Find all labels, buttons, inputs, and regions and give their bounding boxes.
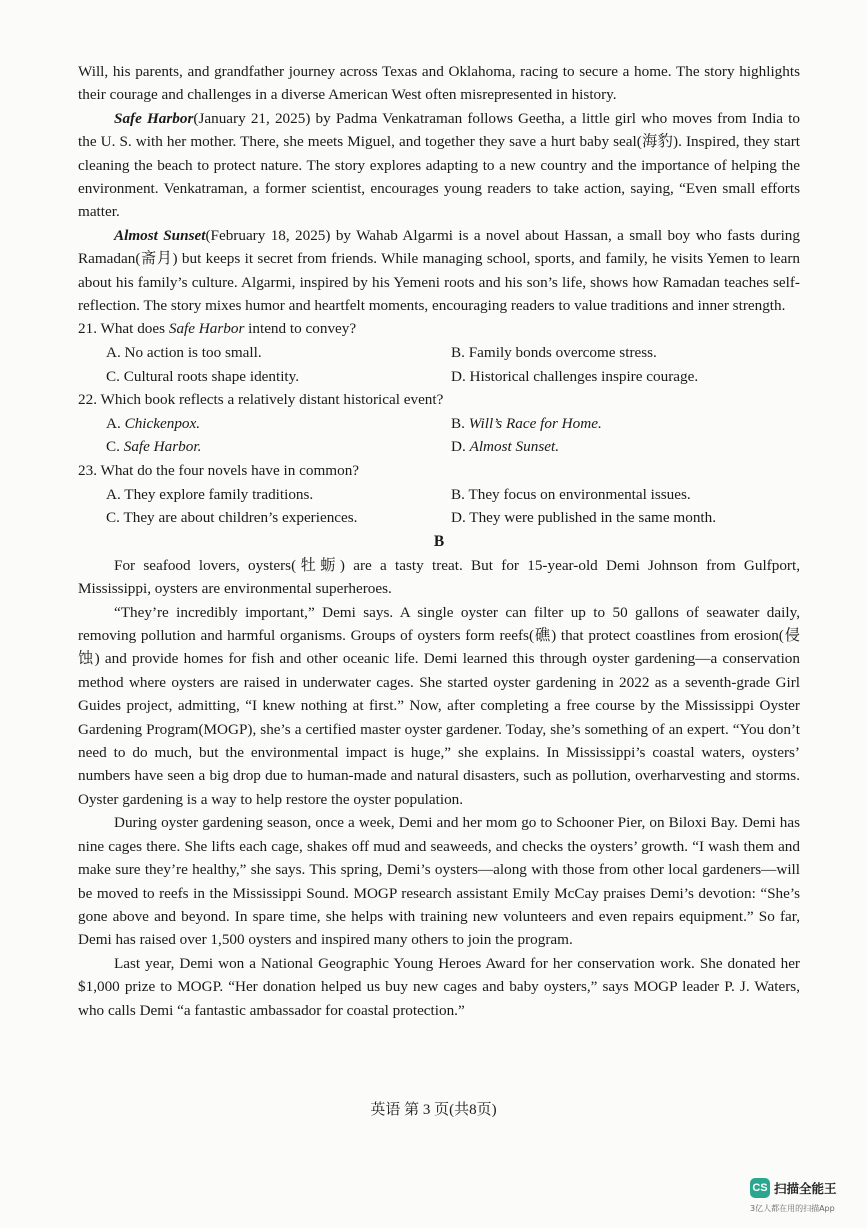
scanner-name: 扫描全能王 bbox=[774, 1181, 837, 1196]
option-text: Chickenpox. bbox=[124, 414, 201, 432]
option-text: Will’s Race for Home. bbox=[468, 414, 602, 432]
option-d[interactable]: D. Historical challenges inspire courage. bbox=[451, 367, 699, 385]
option-letter: D. bbox=[451, 438, 470, 456]
scanner-tagline: 3亿人都在用的扫描App bbox=[750, 1204, 835, 1213]
option-b[interactable] bbox=[451, 412, 828, 436]
option-c[interactable]: C. They are about children’s experiences. bbox=[106, 509, 358, 527]
stem-prefix: 21. What does bbox=[78, 320, 169, 338]
option-a[interactable] bbox=[106, 412, 451, 436]
options bbox=[78, 412, 800, 459]
option-letter: C. bbox=[106, 438, 124, 456]
question-stem: 23. What do the four novels have in common? bbox=[78, 462, 360, 480]
option-letter: B. bbox=[451, 414, 469, 432]
almost-sunset-paragraph bbox=[78, 224, 800, 318]
question-23 bbox=[78, 459, 800, 530]
passage-a-continuation: Will, his parents, and grandfather journey across Texas and Oklahoma, racing to secure a home. The story highlights their courage and challenges in a diverse American West often misrepresented in history. bbox=[78, 63, 800, 104]
option-c[interactable] bbox=[106, 435, 451, 459]
camscanner-logo-icon: CS bbox=[750, 1178, 770, 1198]
option-text: Almost Sunset. bbox=[469, 438, 559, 456]
safe-harbor-paragraph bbox=[78, 107, 800, 224]
option-b[interactable]: B. They focus on environmental issues. bbox=[451, 485, 691, 503]
section-b-paragraph: During oyster gardening season, once a week, Demi and her mom go to Schooner Pier, on Biloxi Bay. Demi has nine cages there. She lifts each cage, shakes off mud and seaweeds, and checks the oysters’ growth. “I wash them and make sure they’re healthy,” she says. This spring, Demi’s oysters—along with those from other local gardeners—will be moved to reefs in the Mississippi Sound. MOGP research assistant Emily McCay praises Demi’s devotion: “She’s gone above and beyond. In spare time, she helps with training new volunteers and even repairs equipment.” So far, Demi has raised over 1,500 oysters and inspired many others to join the program. bbox=[78, 814, 800, 949]
section-b-paragraph: Last year, Demi won a National Geographic Young Heroes Award for her conservation work. She donated her $1,000 prize to MOGP. “Her donation helped us buy new cages and baby oysters,” says MOGP leader P. J. Waters, who calls Demi “a fantastic ambassador for coastal protection.” bbox=[78, 954, 800, 1019]
option-d[interactable] bbox=[451, 435, 828, 459]
scanner-watermark bbox=[750, 1178, 837, 1198]
option-a[interactable]: A. They explore family traditions. bbox=[106, 485, 314, 503]
option-text: Safe Harbor. bbox=[123, 438, 202, 456]
question-stem: 22. Which book reflects a relatively distant historical event? bbox=[78, 391, 444, 409]
safe-harbor-text: (January 21, 2025) by Padma Venkatraman follows Geetha, a little girl who moves from India to the U. S. with her mother. There, she meets Miguel, and together they save a hurt baby seal(海豹). Inspired, they start cleaning the beach to protect nature. The story explores adapting to a new country and the importance of helping the environment. Venkatraman, a former scientist, encourages young readers to take action, saying, “Even small efforts matter. bbox=[78, 109, 800, 221]
option-a[interactable]: A. No action is too small. bbox=[106, 344, 262, 362]
section-b-paragraph: For seafood lovers, oysters(牡蛎) are a tasty treat. But for 15-year-old Demi Johnson from Gulfport, Mississippi, oysters are environmental superheroes. bbox=[78, 556, 800, 598]
stem-suffix: intend to convey? bbox=[244, 320, 357, 338]
option-c[interactable]: C. Cultural roots shape identity. bbox=[106, 367, 300, 385]
option-d[interactable]: D. They were published in the same month. bbox=[451, 509, 717, 527]
page-footer: 英语 第 3 页(共8页) bbox=[370, 1102, 497, 1118]
stem-italic: Safe Harbor bbox=[168, 320, 245, 338]
option-letter: A. bbox=[106, 414, 125, 432]
page-body bbox=[78, 60, 800, 1022]
section-heading: B bbox=[433, 532, 445, 550]
safe-harbor-title: Safe Harbor bbox=[114, 109, 194, 127]
question-21 bbox=[78, 317, 800, 388]
section-b-paragraph: “They’re incredibly important,” Demi says. A single oyster can filter up to 50 gallons of seawater daily, removing pollution and harmful organisms. Groups of oysters form reefs(礁) that protect coastlines from erosion(侵蚀) and provide homes for fish and other oceanic life. Demi learned this through oyster gardening—a conservation method where oysters are raised in underwater cages. She started oyster gardening in 2022 as a seventh-grade Girl Guides project, admitting, “I knew nothing at first.” Now, after completing a free course by the Mississippi Oyster Gardening Program(MOGP), she’s a certified master oyster gardener. Today, she’s something of an expert. “You don’t need to do much, but the environmental impact is huge,” she explains. In Mississippi’s coastal waters, oysters’ numbers have seen a big drop due to human-made and natural disasters, such as pollution, overharvesting and storms. Oyster gardening is a way to help restore the oyster population. bbox=[78, 603, 800, 808]
options bbox=[78, 341, 800, 388]
almost-sunset-text: (February 18, 2025) by Wahab Algarmi is a novel about Hassan, a small boy who fasts during Ramadan(斋月) but keeps it secret from friends. While managing school, sports, and family, he visits Yemen to learn about his family’s culture. Algarmi, inspired by his Yemeni roots and his son’s life, shows how Ramadan teaches self-reflection. The story mixes humor and heartfelt moments, encouraging readers to value traditions and inner strength. bbox=[78, 226, 800, 315]
option-b[interactable]: B. Family bonds overcome stress. bbox=[451, 344, 657, 362]
question-stem bbox=[78, 317, 800, 341]
almost-sunset-title: Almost Sunset bbox=[114, 226, 206, 244]
question-22 bbox=[78, 388, 800, 459]
options bbox=[78, 483, 800, 530]
